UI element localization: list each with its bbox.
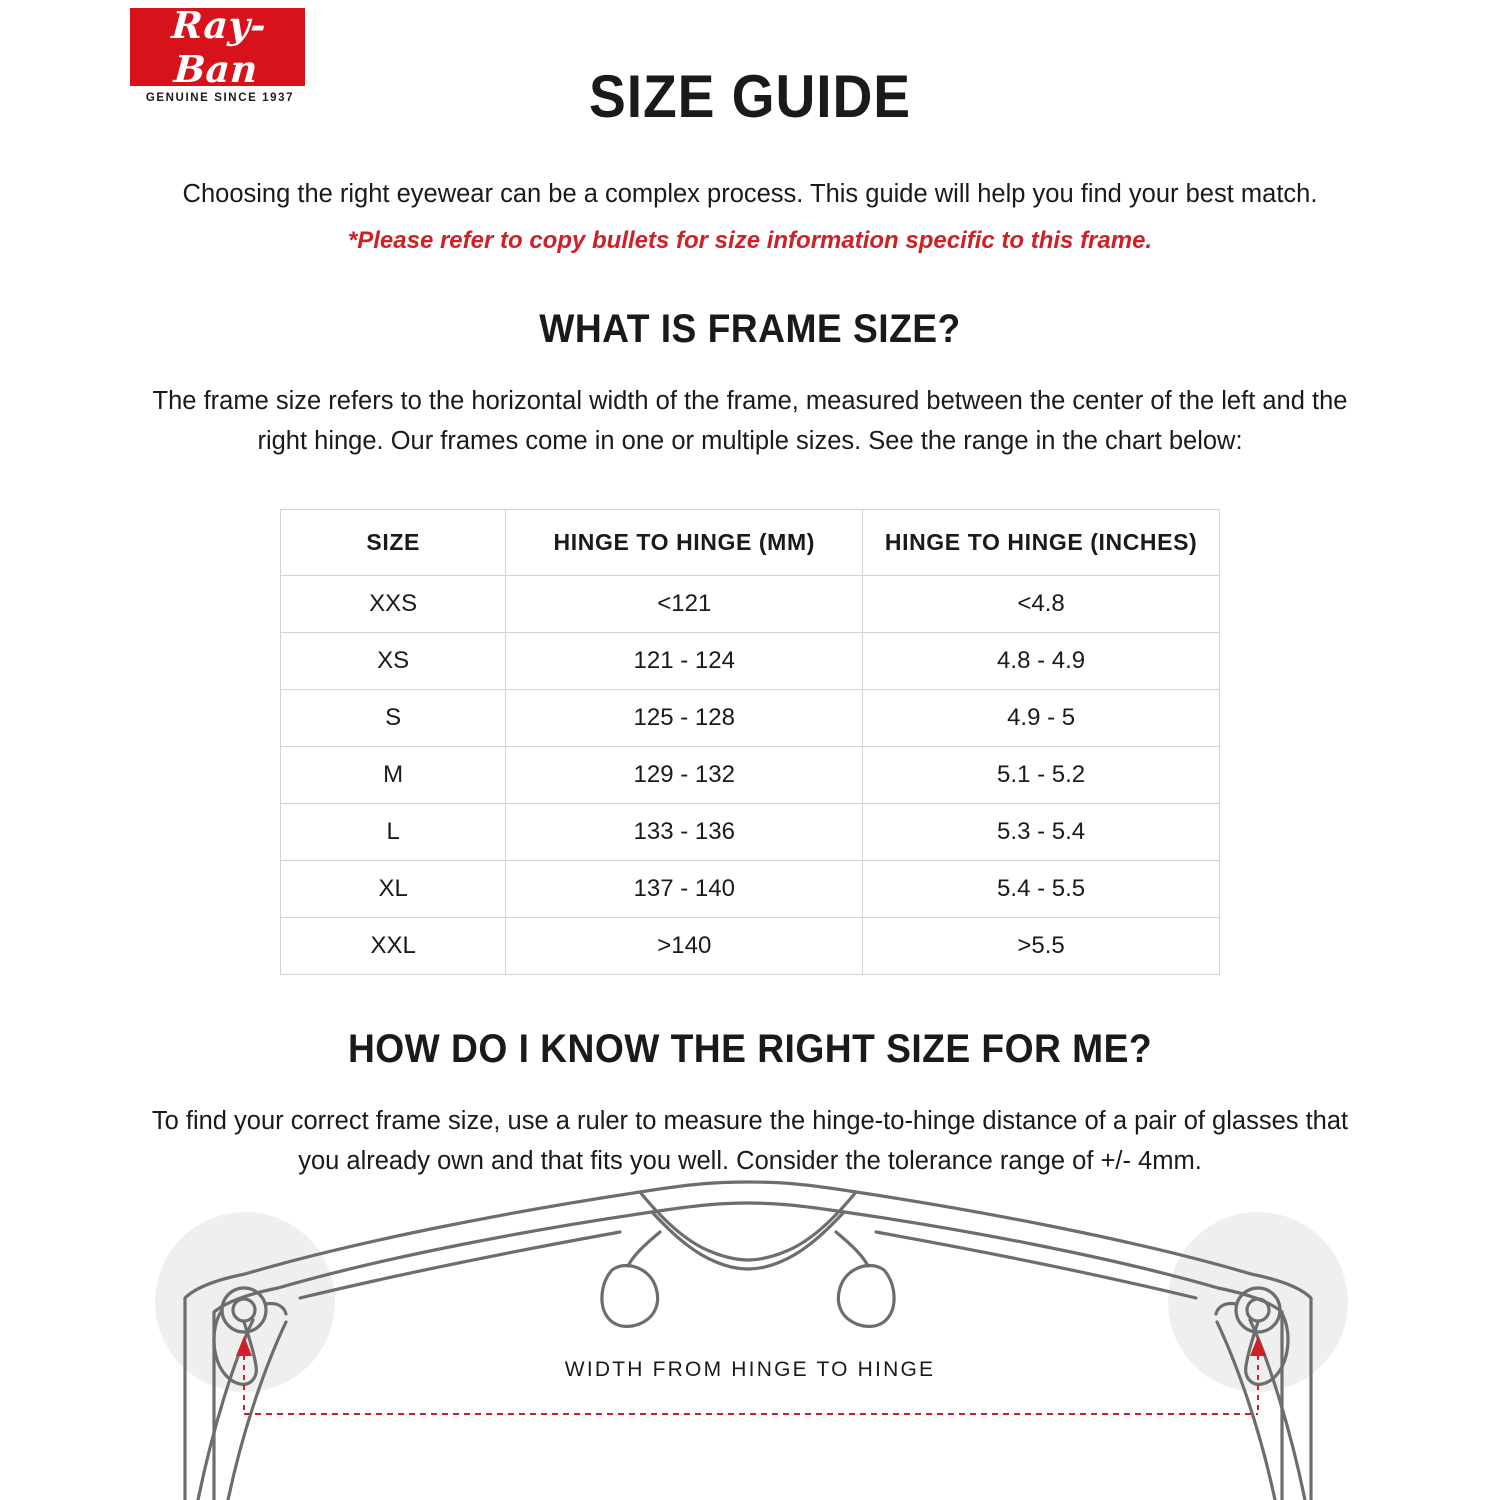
cell-size: S	[281, 690, 506, 747]
frame-specific-note: *Please refer to copy bullets for size information specific to this frame.	[347, 227, 1153, 255]
cell-inches: 5.4 - 5.5	[863, 861, 1220, 918]
glasses-illustration-svg	[0, 1170, 1500, 1500]
size-table-container	[280, 509, 1220, 975]
cell-inches: 4.8 - 4.9	[863, 633, 1220, 690]
cell-size: L	[281, 804, 506, 861]
table-row	[281, 576, 1220, 633]
cell-size: XXL	[281, 918, 506, 975]
cell-mm: <121	[506, 576, 863, 633]
section-body-frame-size: The frame size refers to the horizontal width of the frame, measured between the center of the left and the right hinge. Our frames come in one or multiple sizes. See the range in the chart below:	[152, 387, 1348, 455]
table-row	[281, 690, 1220, 747]
cell-inches: >5.5	[863, 918, 1220, 975]
table-row	[281, 918, 1220, 975]
section-heading-frame-size: WHAT IS FRAME SIZE?	[539, 307, 961, 352]
cell-inches: 4.9 - 5	[863, 690, 1220, 747]
page-title: SIZE GUIDE	[588, 63, 912, 130]
table-header-row	[281, 510, 1220, 576]
table-row	[281, 633, 1220, 690]
cell-inches: <4.8	[863, 576, 1220, 633]
brand-logo-wordmark: Ray-Ban	[170, 3, 268, 91]
table-row	[281, 804, 1220, 861]
size-table	[280, 509, 1220, 975]
table-header-size: SIZE	[281, 510, 506, 576]
cell-size: XS	[281, 633, 506, 690]
glasses-measurement-illustration	[0, 1170, 1500, 1500]
cell-mm: 133 - 136	[506, 804, 863, 861]
intro-paragraph: Choosing the right eyewear can be a complex process. This guide will help you find your best match.	[182, 180, 1318, 208]
table-row	[281, 861, 1220, 918]
measurement-caption: WIDTH FROM HINGE TO HINGE	[564, 1358, 936, 1381]
cell-mm: 129 - 132	[506, 747, 863, 804]
section-body-right-size: To find your correct frame size, use a ruler to measure the hinge-to-hinge distance of a pair of glasses that you already own and that fits you well. Consider the tolerance range of +/- 4mm.	[151, 1107, 1349, 1175]
cell-mm: 125 - 128	[506, 690, 863, 747]
cell-mm: >140	[506, 918, 863, 975]
cell-mm: 121 - 124	[506, 633, 863, 690]
table-header-hinge-inches: HINGE TO HINGE (INCHES)	[863, 510, 1220, 576]
cell-size: XL	[281, 861, 506, 918]
cell-size: XXS	[281, 576, 506, 633]
cell-size: M	[281, 747, 506, 804]
cell-mm: 137 - 140	[506, 861, 863, 918]
table-row	[281, 747, 1220, 804]
section-heading-right-size: HOW DO I KNOW THE RIGHT SIZE FOR ME?	[347, 1027, 1153, 1072]
table-header-hinge-mm: HINGE TO HINGE (MM)	[506, 510, 863, 576]
brand-logo-tagline: GENUINE SINCE 1937	[145, 92, 295, 104]
cell-inches: 5.3 - 5.4	[863, 804, 1220, 861]
cell-inches: 5.1 - 5.2	[863, 747, 1220, 804]
frame-outline	[185, 1182, 1311, 1500]
